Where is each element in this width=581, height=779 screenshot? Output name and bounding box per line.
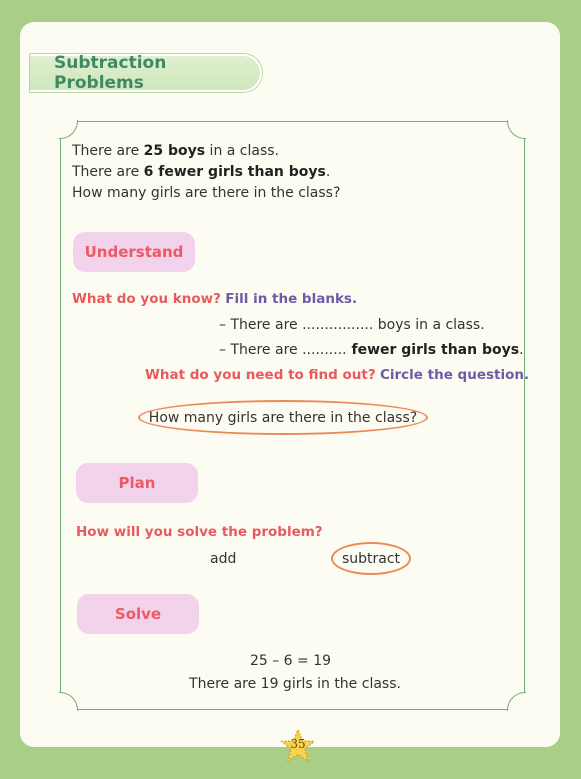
plan-heading: Plan bbox=[76, 463, 198, 503]
find-prompt: What do you need to find out? Circle the question. bbox=[145, 367, 530, 383]
solve-heading: Solve bbox=[77, 594, 199, 634]
page-number: 35 bbox=[290, 737, 306, 751]
know-prompt: What do you know? Fill in the blanks. bbox=[72, 291, 358, 307]
option-subtract[interactable]: subtract bbox=[331, 542, 411, 575]
blank-fewer[interactable]: .......... bbox=[302, 342, 347, 358]
circled-question[interactable]: How many girls are there in the class? bbox=[138, 400, 428, 435]
problem-line-3: How many girls are there in the class? bbox=[72, 185, 341, 201]
blank-boys[interactable]: ................ bbox=[302, 317, 374, 333]
page-title: Subtraction Problems bbox=[54, 53, 167, 93]
problem-line-2: There are 6 fewer girls than boys. bbox=[72, 164, 331, 180]
problem-line-1: There are 25 boys in a class. bbox=[72, 143, 280, 159]
title-tab bbox=[30, 54, 262, 92]
understand-heading: Understand bbox=[73, 232, 195, 272]
equation: 25 – 6 = 19 bbox=[249, 653, 332, 669]
plan-question: How will you solve the problem? bbox=[76, 524, 323, 540]
blank-line-1: – There are ................ boys in a class. bbox=[219, 317, 485, 333]
answer-sentence: There are 19 girls in the class. bbox=[189, 676, 401, 692]
option-add[interactable]: add bbox=[210, 551, 237, 567]
blank-line-2: – There are .......... fewer girls than boys. bbox=[219, 342, 524, 358]
